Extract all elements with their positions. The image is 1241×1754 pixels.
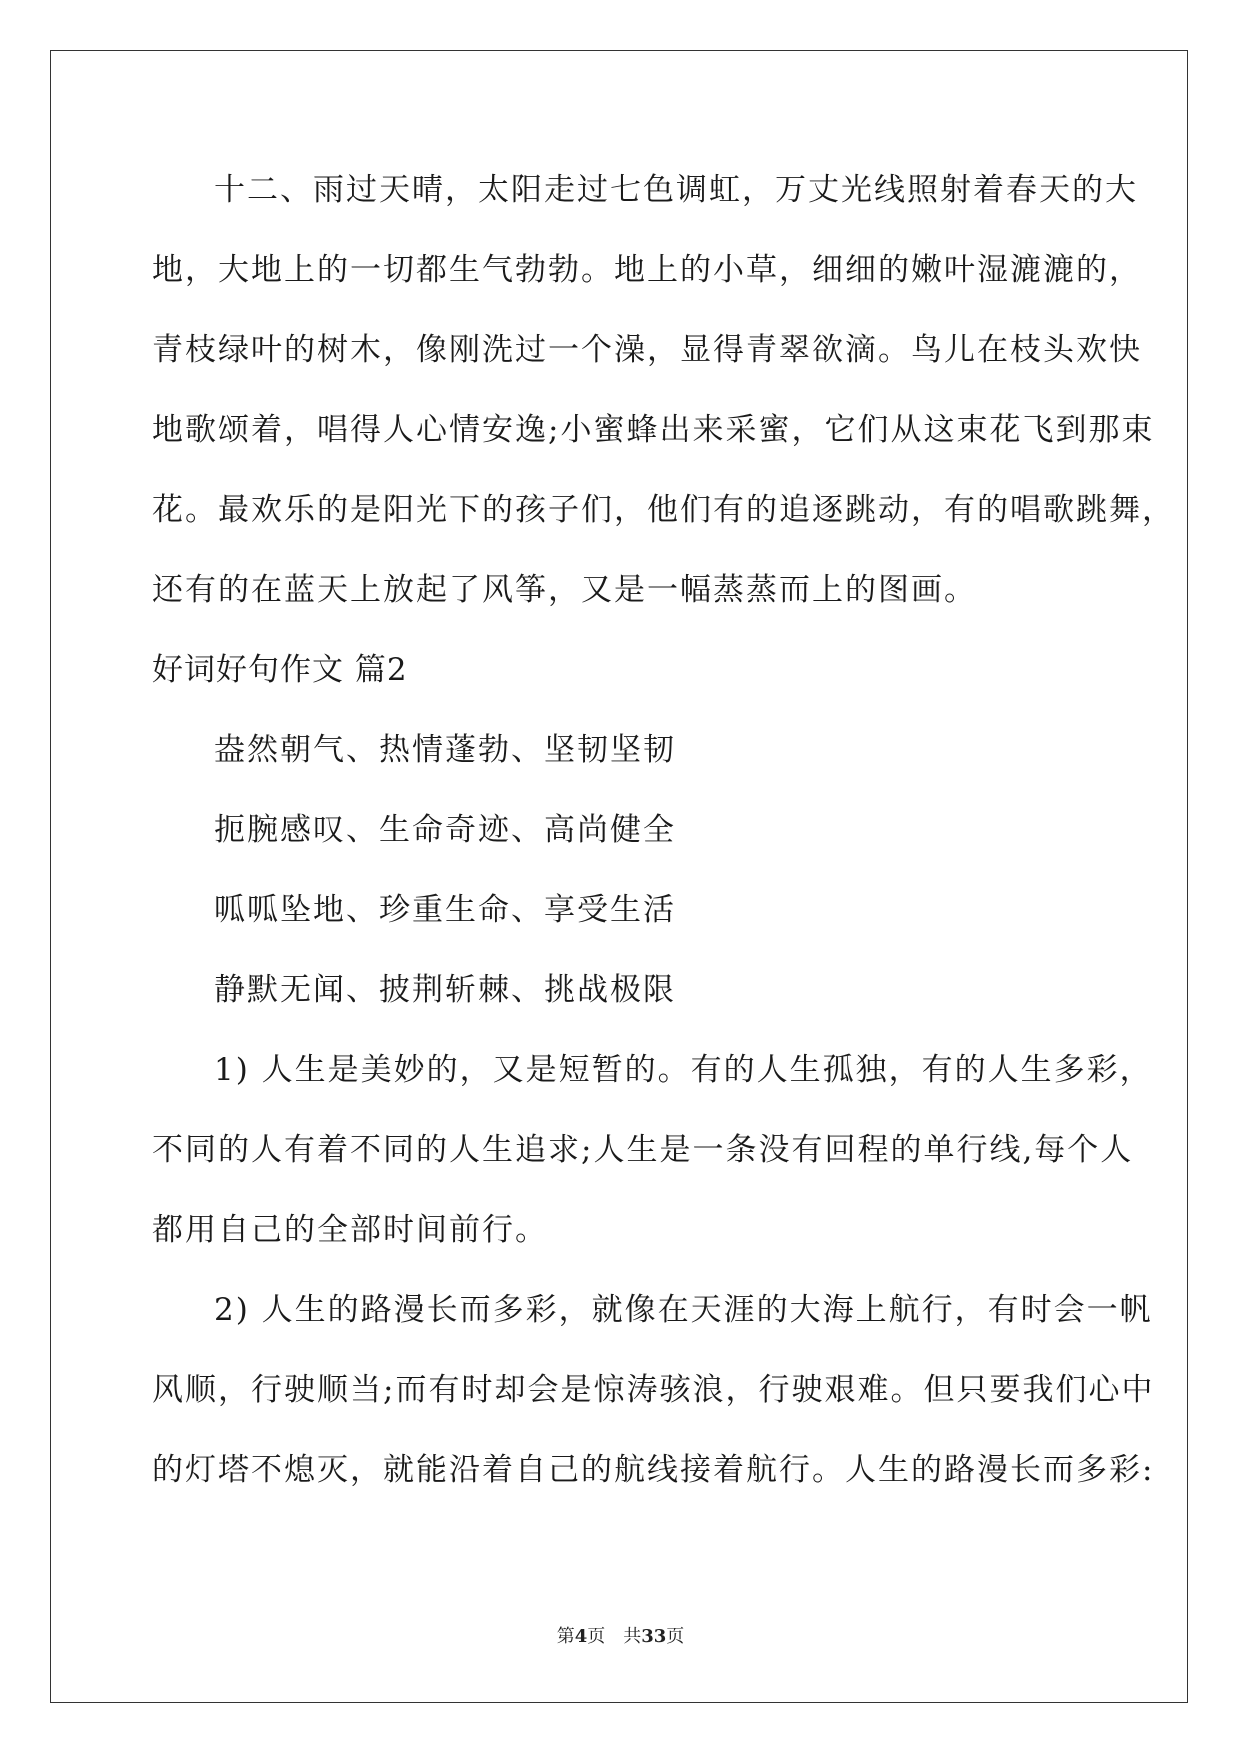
item-1-line-2: 不同的人有着不同的人生追求;人生是一条没有回程的单行线,每个人	[152, 1132, 1134, 1168]
page-footer	[0, 1622, 1241, 1648]
paragraph-12-line-2: 地，大地上的一切都生气勃勃。地上的小草，细细的嫩叶湿漉漉的，	[152, 252, 1142, 288]
footer-mid: 页 共	[587, 1626, 642, 1647]
footer-prefix: 第	[556, 1626, 575, 1647]
section-heading: 好词好句作文 篇2	[152, 652, 408, 688]
paragraph-12-line-1: 十二、雨过天晴，太阳走过七色调虹，万丈光线照射着春天的大	[214, 172, 1138, 208]
paragraph-12-line-3: 青枝绿叶的树木，像刚洗过一个澡，显得青翠欲滴。鸟儿在枝头欢快	[152, 332, 1142, 368]
item-2-line-1: 2) 人生的路漫长而多彩，就像在天涯的大海上航行，有时会一帆	[214, 1292, 1153, 1328]
item-2-line-2: 风顺，行驶顺当;而有时却会是惊涛骇浪，行驶艰难。但只要我们心中	[152, 1372, 1155, 1408]
footer-page-number: 4	[574, 1626, 588, 1647]
item-1-line-1: 1) 人生是美妙的，又是短暂的。有的人生孤独，有的人生多彩，	[214, 1052, 1153, 1088]
paragraph-12-line-6: 还有的在蓝天上放起了风筝，又是一幅蒸蒸而上的图画。	[152, 572, 977, 608]
paragraph-12-line-4: 地歌颂着，唱得人心情安逸;小蜜蜂出来采蜜，它们从这束花飞到那束	[152, 412, 1155, 448]
word-line-2: 扼腕感叹、生命奇迹、高尚健全	[214, 812, 676, 848]
word-line-1: 盎然朝气、热情蓬勃、坚韧坚韧	[214, 732, 676, 768]
word-line-3: 呱呱坠地、珍重生命、享受生活	[214, 892, 676, 928]
item-1-line-3: 都用自己的全部时间前行。	[152, 1212, 548, 1248]
paragraph-12-line-5: 花。最欢乐的是阳光下的孩子们，他们有的追逐跳动，有的唱歌跳舞，	[152, 492, 1175, 528]
item-2-line-3: 的灯塔不熄灭，就能沿着自己的航线接着航行。人生的路漫长而多彩:	[152, 1452, 1155, 1488]
footer-suffix: 页	[666, 1626, 685, 1647]
document-body	[152, 160, 1175, 1520]
footer-total-pages: 33	[641, 1626, 667, 1647]
word-line-4: 静默无闻、披荆斩棘、挑战极限	[214, 972, 676, 1008]
